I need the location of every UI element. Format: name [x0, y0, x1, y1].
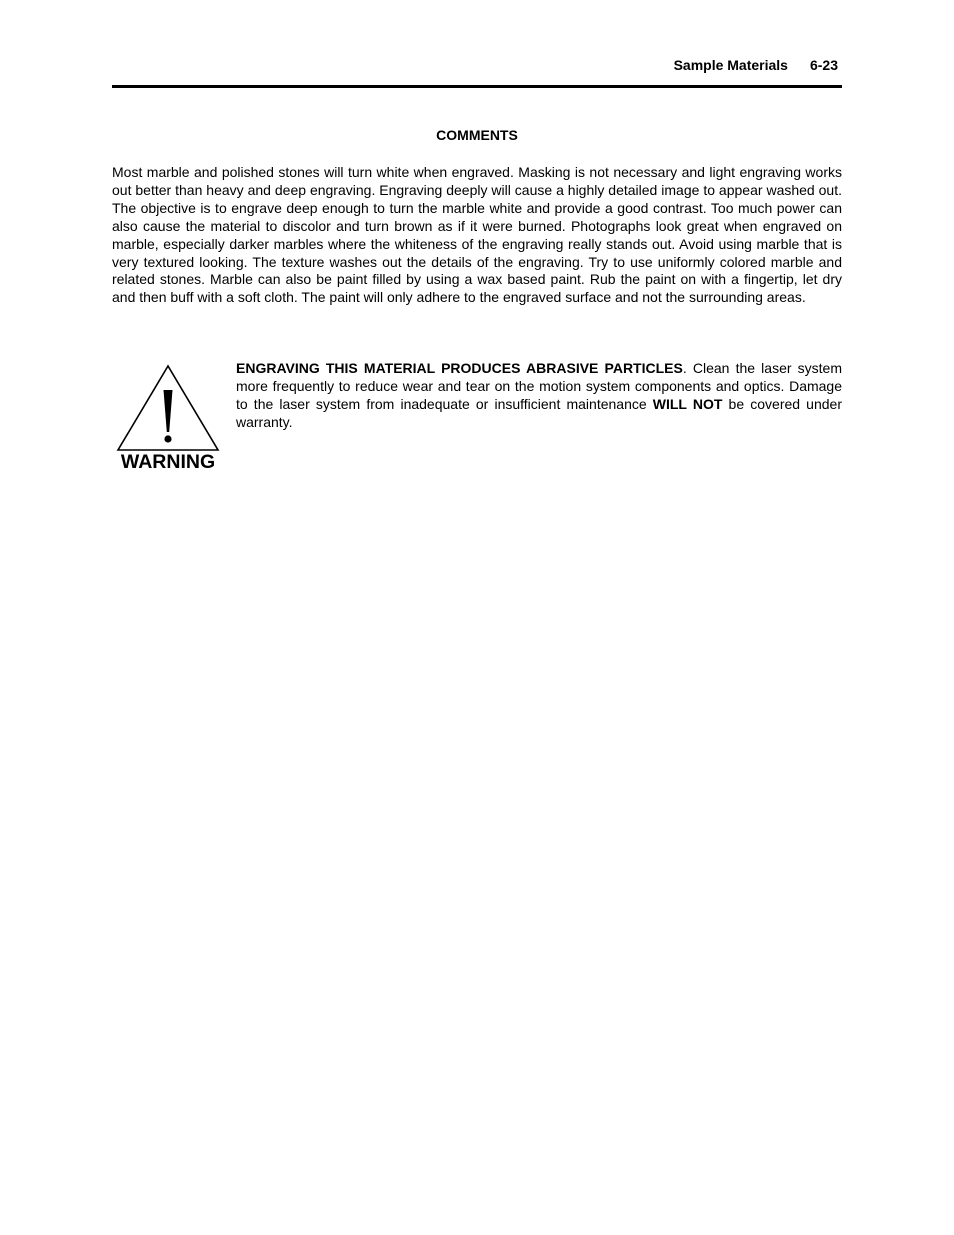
- warning-symbol-label: WARNING: [120, 451, 216, 473]
- page-header: [112, 55, 842, 75]
- warning-triangle-icon: [114, 362, 222, 474]
- warning-exclamation-dot: [164, 435, 171, 442]
- header-section-title: Sample Materials: [673, 57, 788, 73]
- comments-paragraph: Most marble and polished stones will turn white when engraved. Masking is not necessary and light engraving works out better than heavy and deep engraving. Engraving deeply will cause a highly detailed image to appear washed out. The objective is to engrave deep enough to turn the marble white and provide a good contrast. Too much power can also cause the material to discolor and turn brown as if it were burned. Photographs look great when engraved on marble, especially darker marbles where the whiteness of the engraving really stands out. Avoid using marble that is very textured looking. The texture washes out the details of the engraving. Try to use uniformly colored marble and related stones. Marble can also be paint filled by using a wax based paint. Rub the paint on with a fingertip, let dry and then buff with a soft cloth. The paint will only adhere to the engraved surface and not the surrounding areas.: [112, 164, 842, 306]
- warning-message: [236, 360, 842, 432]
- warning-exclamation-bar: [164, 390, 173, 432]
- warning-text-part-2: be covered under warranty.: [236, 395, 842, 430]
- comments-heading: COMMENTS: [436, 127, 518, 143]
- header-page-number: 6-23: [809, 57, 838, 73]
- warning-emphasis: WILL NOT: [652, 395, 723, 412]
- warning-text-part-1: . Clean the laser system more frequently to reduce wear and tear on the motion system components and optics. Damage to the laser system from inadequate or insufficient maintenance: [236, 360, 842, 412]
- header-rule: [112, 85, 842, 88]
- warning-lead: ENGRAVING THIS MATERIAL PRODUCES ABRASIVE PARTICLES: [236, 360, 683, 376]
